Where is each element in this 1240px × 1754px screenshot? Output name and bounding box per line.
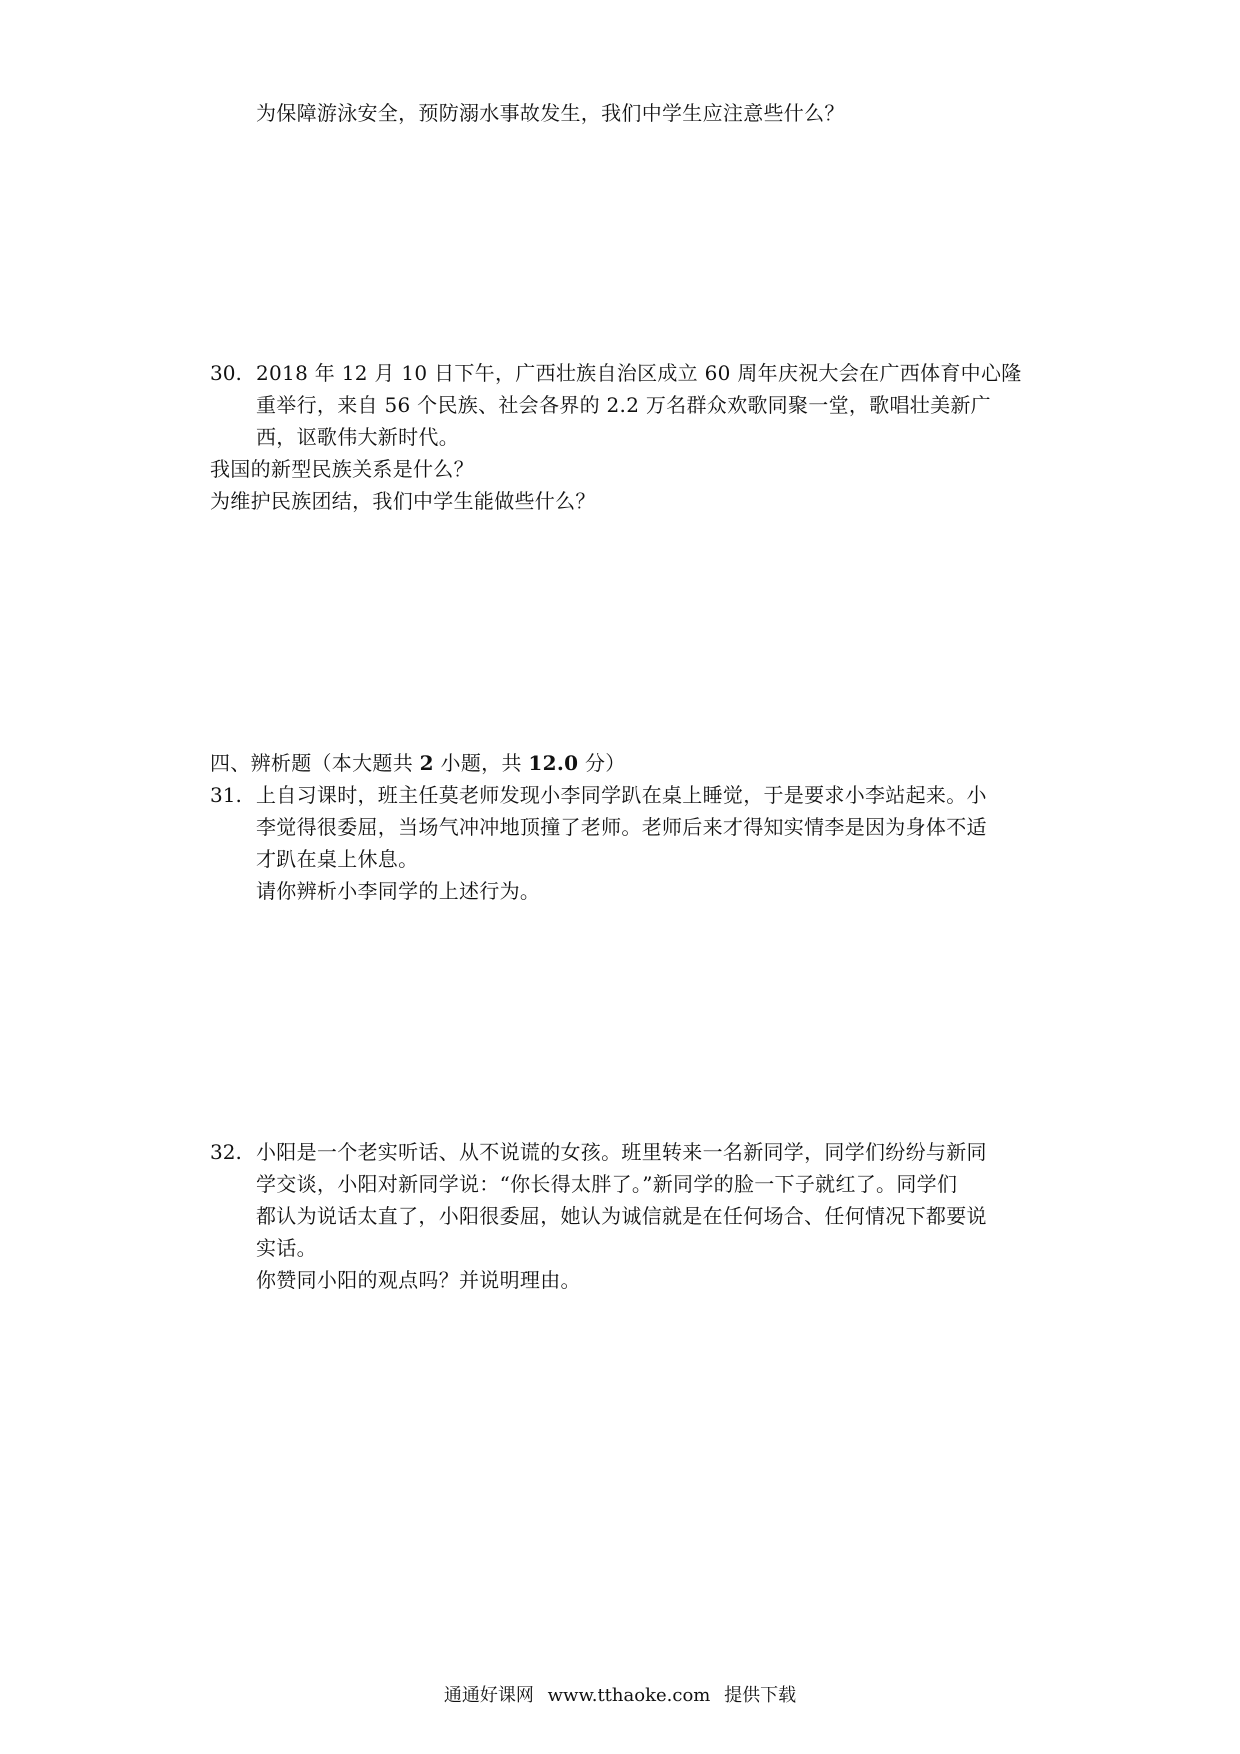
q30-stem-line-2: 重举行，来自 56 个民族、社会各界的 2.2 万名群众欢歌同聚一堂，歌唱壮美新广 — [256, 393, 991, 417]
section-4-middle: 小题，共 — [433, 751, 529, 775]
section-4-heading — [210, 748, 626, 778]
q32-stem-line-3: 都认为说话太直了，小阳很委屈，她认为诚信就是在任何场合、任何情况下都要说 — [256, 1204, 987, 1228]
q30-subquestion-2: 为维护民族团结，我们中学生能做些什么？ — [210, 489, 596, 513]
q32-stem-line-1: 小阳是一个老实听话、从不说谎的女孩。班里转来一名新同学，同学们纷纷与新同 — [256, 1140, 987, 1164]
page-footer — [0, 1683, 1240, 1709]
q30-stem-line-1: 2018 年 12 月 10 日下午，广西壮族自治区成立 60 周年庆祝大会在广西体育中心隆 — [256, 361, 1022, 385]
q31-number: 31. — [210, 783, 242, 807]
q31-stem-line-3: 才趴在桌上休息。 — [256, 847, 419, 871]
q32-number: 32. — [210, 1140, 242, 1164]
q30-stem-line-3: 西，讴歌伟大新时代。 — [256, 425, 459, 449]
footer-url[interactable]: www.tthaoke.com — [547, 1685, 711, 1706]
q32-stem-line-4: 实话。 — [256, 1236, 317, 1260]
q31-prompt: 请你辨析小李同学的上述行为。 — [256, 879, 541, 903]
q30-number: 30. — [210, 361, 242, 385]
section-4-count: 2 — [419, 751, 434, 775]
q32-stem-line-2: 学交谈，小阳对新同学说：“你长得太胖了。”新同学的脸一下子就红了。同学们 — [256, 1172, 958, 1196]
section-4-score: 12.0 — [528, 751, 579, 775]
q30-subquestion-1: 我国的新型民族关系是什么？ — [210, 457, 474, 481]
q29-prompt: 为保障游泳安全，预防溺水事故发生，我们中学生应注意些什么？ — [256, 101, 845, 125]
section-4-prefix: 四、辨析题（本大题共 — [210, 751, 420, 775]
q31-stem-line-2: 李觉得很委屈，当场气冲冲地顶撞了老师。老师后来才得知实情李是因为身体不适 — [256, 815, 987, 839]
q31-stem-line-1: 上自习课时，班主任莫老师发现小李同学趴在桌上睡觉，于是要求小李站起来。小 — [256, 783, 987, 807]
footer-note: 提供下载 — [724, 1685, 797, 1706]
q32-prompt: 你赞同小阳的观点吗？并说明理由。 — [256, 1268, 581, 1292]
footer-site-name: 通通好课网 — [443, 1685, 534, 1706]
section-4-suffix: 分） — [578, 751, 626, 775]
